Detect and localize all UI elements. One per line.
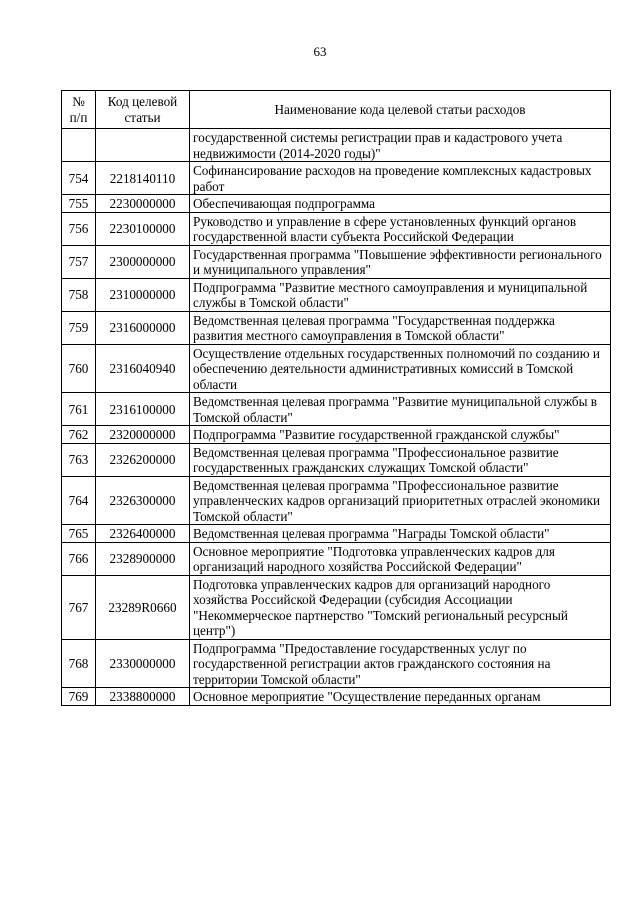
row-name: Ведомственная целевая программа "Профессиональное развитие управленческих кадров организаций приоритетных отраслей экономики Томской области"	[190, 476, 611, 525]
row-name: Подготовка управленческих кадров для организаций народного хозяйства Российской Федерации (субсидия Ассоциации "Некоммерческое партнерство "Томский региональный ресурсный центр")	[190, 575, 611, 639]
header-code: Код целевой статьи	[96, 91, 190, 129]
row-number: 765	[62, 525, 96, 543]
row-code: 2218140110	[96, 162, 190, 195]
row-name: Софинансирование расходов на проведение комплексных кадастровых работ	[190, 162, 611, 195]
row-name: Обеспечивающая подпрограмма	[190, 195, 611, 213]
row-code: 2320000000	[96, 426, 190, 444]
row-number: 757	[62, 245, 96, 278]
table-row	[62, 476, 611, 525]
table-row	[62, 162, 611, 195]
row-code: 2326400000	[96, 525, 190, 543]
table-row	[62, 575, 611, 639]
row-code: 2326300000	[96, 476, 190, 525]
table-row	[62, 426, 611, 444]
row-number: 760	[62, 344, 96, 393]
row-code: 2310000000	[96, 278, 190, 311]
row-name: Подпрограмма "Предоставление государственных услуг по государственной регистрации актов гражданского состояния на территории Томской области"	[190, 639, 611, 688]
row-code: 23289R0660	[96, 575, 190, 639]
page-number: 63	[313, 44, 327, 59]
row-number: 764	[62, 476, 96, 525]
row-code: 2316100000	[96, 393, 190, 426]
row-number	[62, 129, 96, 162]
row-code: 2326200000	[96, 443, 190, 476]
row-code: 2300000000	[96, 245, 190, 278]
row-number: 754	[62, 162, 96, 195]
header-number: № п/п	[62, 91, 96, 129]
table-row	[62, 129, 611, 162]
row-name: Ведомственная целевая программа "Награды Томской области"	[190, 525, 611, 543]
row-name: Подпрограмма "Развитие государственной гражданской службы"	[190, 426, 611, 444]
row-code: 2330000000	[96, 639, 190, 688]
row-number: 755	[62, 195, 96, 213]
row-number: 759	[62, 311, 96, 344]
table-row	[62, 443, 611, 476]
row-name: Подпрограмма "Развитие местного самоуправления и муниципальной службы в Томской области"	[190, 278, 611, 311]
row-name: Ведомственная целевая программа "Развитие муниципальной службы в Томской области"	[190, 393, 611, 426]
row-name: государственной системы регистрации прав и кадастрового учета недвижимости (2014-2020 годы)"	[190, 129, 611, 162]
table-header-row	[62, 91, 611, 129]
table-row	[62, 245, 611, 278]
row-code: 2338800000	[96, 688, 190, 706]
row-number: 761	[62, 393, 96, 426]
table-row	[62, 393, 611, 426]
row-number: 762	[62, 426, 96, 444]
row-code: 2316000000	[96, 311, 190, 344]
table-row	[62, 195, 611, 213]
table-row	[62, 542, 611, 575]
target-codes-table	[61, 90, 611, 706]
row-name: Государственная программа "Повышение эффективности регионального и муниципального управления"	[190, 245, 611, 278]
table-row	[62, 344, 611, 393]
row-number: 766	[62, 542, 96, 575]
row-code: 2316040940	[96, 344, 190, 393]
row-number: 768	[62, 639, 96, 688]
row-name: Основное мероприятие "Подготовка управленческих кадров для организаций народного хозяйства Российской Федерации"	[190, 542, 611, 575]
row-number: 767	[62, 575, 96, 639]
table-row	[62, 311, 611, 344]
row-code: 2230100000	[96, 212, 190, 245]
row-code	[96, 129, 190, 162]
table-row	[62, 278, 611, 311]
row-code: 2230000000	[96, 195, 190, 213]
row-number: 756	[62, 212, 96, 245]
row-number: 769	[62, 688, 96, 706]
header-name: Наименование кода целевой статьи расходов	[190, 91, 611, 129]
table-row	[62, 212, 611, 245]
row-name: Ведомственная целевая программа "Государственная поддержка развития местного самоуправления в Томской области"	[190, 311, 611, 344]
table-row	[62, 525, 611, 543]
row-number: 758	[62, 278, 96, 311]
row-name: Основное мероприятие "Осуществление переданных органам	[190, 688, 611, 706]
row-name: Руководство и управление в сфере установленных функций органов государственной власти субъекта Российской Федерации	[190, 212, 611, 245]
table-row	[62, 639, 611, 688]
table-row	[62, 688, 611, 706]
row-name: Осуществление отдельных государственных полномочий по созданию и обеспечению деятельности административных комиссий в Томской области	[190, 344, 611, 393]
row-number: 763	[62, 443, 96, 476]
row-name: Ведомственная целевая программа "Профессиональное развитие государственных гражданских служащих Томской области"	[190, 443, 611, 476]
row-code: 2328900000	[96, 542, 190, 575]
